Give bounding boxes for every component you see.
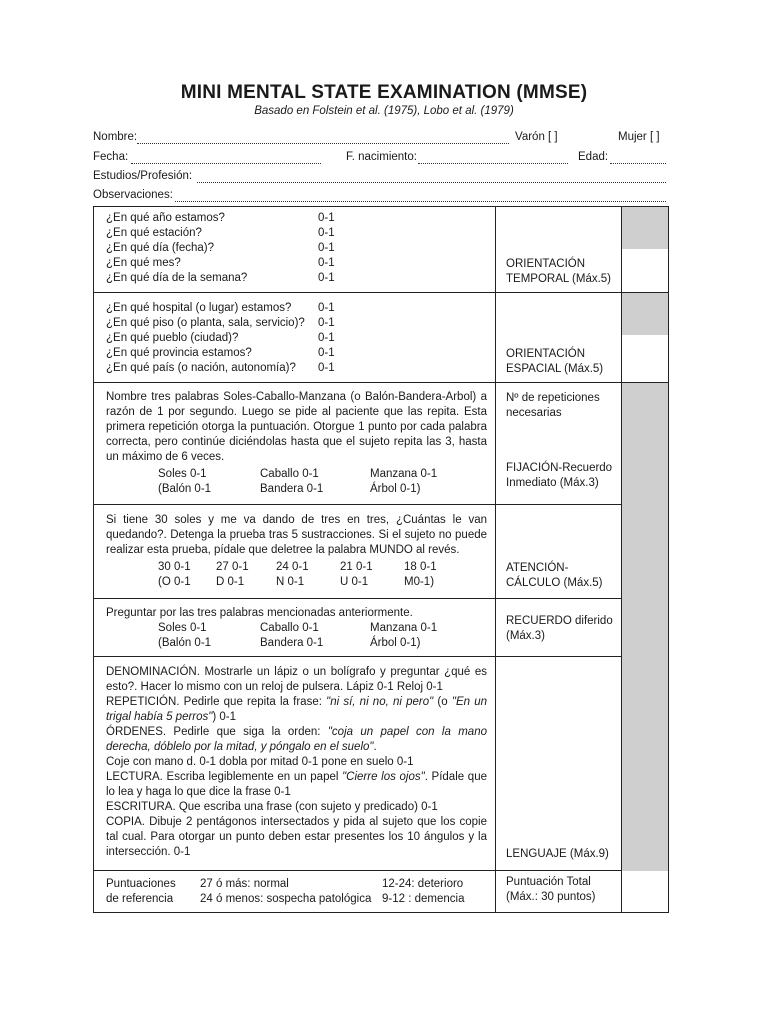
estudios-field[interactable]	[197, 182, 666, 183]
section-label: Inmediato (Máx.3)	[506, 477, 599, 489]
section-fijacion	[94, 383, 669, 505]
question: ¿En qué piso (o planta, sala, servicio)?	[106, 317, 305, 329]
subtraction-score: 27 0-1	[216, 561, 249, 573]
score-option: 0-1	[318, 362, 335, 374]
subtraction-score: 30 0-1	[158, 561, 191, 573]
word-score: Árbol 0-1)	[370, 483, 421, 495]
letter-score: D 0-1	[216, 576, 245, 588]
mujer-checkbox[interactable]: Mujer [ ]	[618, 131, 660, 143]
question: ¿En qué año estamos?	[106, 212, 225, 224]
word-score: Caballo 0-1	[260, 622, 319, 634]
nacimiento-label: F. nacimiento:	[346, 151, 417, 163]
reference-label: de referencia	[106, 893, 174, 905]
section-label: LENGUAJE (Máx.9)	[506, 848, 609, 860]
nombre-field[interactable]	[137, 143, 509, 144]
subtraction-score: 18 0-1	[404, 561, 437, 573]
total-label: (Máx.: 30 puntos)	[506, 891, 596, 903]
section-orientacion-temporal	[94, 207, 669, 293]
instructions-text: Preguntar por las tres palabras mencionadas anteriormente.	[106, 607, 413, 619]
nacimiento-field[interactable]	[418, 163, 568, 164]
page-subtitle: Basado en Folstein et al. (1975), Lobo et al. (1979)	[254, 105, 514, 117]
question: ¿En qué mes?	[106, 257, 181, 269]
score-box[interactable]	[622, 207, 669, 292]
lectura-text: LECTURA. Escriba legiblemente en un papel "Cierre los ojos". Pídale que lo lea y haga lo que dice la frase 0-1	[106, 771, 487, 798]
letter-score: N 0-1	[276, 576, 305, 588]
reference-label: Puntuaciones	[106, 878, 176, 890]
word-score: Caballo 0-1	[260, 468, 319, 480]
copia-text: COPIA. Dibuje 2 pentágonos intersectados y pida al sujeto que los copie tal cual. Para otorgar un punto deben estar presentes los 10 ángulos y la intersección. 0-1	[106, 816, 487, 858]
score-box[interactable]	[622, 383, 669, 504]
section-recuerdo-diferido	[94, 599, 669, 657]
edad-field[interactable]	[610, 163, 666, 164]
question: ¿En qué provincia estamos?	[106, 347, 252, 359]
score-option: 0-1	[318, 242, 335, 254]
section-label: RECUERDO diferido	[506, 615, 613, 627]
score-option: 0-1	[318, 257, 335, 269]
page-title: MINI MENTAL STATE EXAMINATION (MMSE)	[180, 82, 588, 103]
score-option: 0-1	[318, 302, 335, 314]
reference-normal: 27 ó más: normal	[200, 878, 289, 890]
section-atencion-calculo	[94, 505, 669, 599]
subtraction-score: 21 0-1	[340, 561, 373, 573]
word-score: Árbol 0-1)	[370, 637, 421, 649]
score-option: 0-1	[318, 317, 335, 329]
section-lenguaje	[94, 657, 669, 871]
escritura-text: ESCRITURA. Que escriba una frase (con sujeto y predicado) 0-1	[106, 801, 438, 813]
question: ¿En qué estación?	[106, 227, 202, 239]
lenguaje-instructions	[106, 665, 487, 860]
question: ¿En qué día de la semana?	[106, 272, 248, 284]
score-option: 0-1	[318, 347, 335, 359]
word-score: Manzana 0-1	[370, 622, 438, 634]
score-box[interactable]	[622, 657, 669, 870]
instructions-text: Si tiene 30 soles y me va dando de tres en tres, ¿Cuántas le van quedando?. Detenga la prueba tras 5 sustracciones. Si el sujeto no puede realizar esta prueba, pídale que deletree la palabra MUNDO al revés.	[106, 514, 487, 556]
subtraction-score: 24 0-1	[276, 561, 309, 573]
reference-deterioro: 12-24: deterioro	[382, 878, 464, 890]
repeticion-text: REPETICIÓN. Pedirle que repita la frase: "ni sí, ni no, ni pero" (o "En un trigal había 5 perros") 0-1	[106, 696, 487, 723]
reference-sospecha: 24 ó menos: sospecha patológica	[200, 893, 372, 905]
observaciones-field[interactable]	[175, 201, 666, 202]
section-label: ORIENTACIÓN	[506, 258, 586, 270]
score-option: 0-1	[318, 332, 335, 344]
section-orientacion-espacial	[94, 293, 669, 383]
question: ¿En qué día (fecha)?	[106, 242, 215, 254]
score-box[interactable]	[622, 599, 669, 656]
estudios-label: Estudios/Profesión:	[93, 170, 193, 182]
word-score: (Balón 0-1	[158, 637, 212, 649]
section-label: TEMPORAL (Máx.5)	[506, 273, 612, 285]
section-label: ORIENTACIÓN	[506, 348, 586, 360]
score-box[interactable]	[622, 293, 669, 382]
question: ¿En qué pueblo (ciudad)?	[106, 332, 239, 344]
reference-demencia: 9-12 : demencia	[382, 893, 465, 905]
letter-score: M0-1)	[404, 576, 435, 588]
question: ¿En qué hospital (o lugar) estamos?	[106, 302, 292, 314]
score-option: 0-1	[318, 272, 335, 284]
letter-score: (O 0-1	[158, 576, 191, 588]
ordenes-text: ÓRDENES. Pedirle que siga la orden: "coja un papel con la mano derecha, dóblelo por la mitad, y póngalo en el suelo".	[106, 726, 487, 753]
section-label: CÁLCULO (Máx.5)	[506, 577, 603, 589]
nombre-label: Nombre:	[93, 131, 138, 143]
section-label: ESPACIAL (Máx.5)	[506, 363, 604, 375]
word-score: Soles 0-1	[158, 622, 207, 634]
observaciones-label: Observaciones:	[93, 189, 173, 201]
letter-score: U 0-1	[340, 576, 369, 588]
word-score: Manzana 0-1	[370, 468, 438, 480]
fecha-label: Fecha:	[93, 151, 129, 163]
ordenes-score: Coje con mano d. 0-1 dobla por mitad 0-1 pone en suelo 0-1	[106, 756, 414, 768]
word-score: Bandera 0-1	[260, 483, 324, 495]
total-score-box[interactable]	[622, 871, 669, 912]
repetitions-label: necesarias	[506, 407, 562, 419]
section-label: ATENCIÓN-	[506, 562, 569, 574]
varon-checkbox[interactable]: Varón [ ]	[515, 131, 558, 143]
edad-label: Edad:	[578, 151, 609, 163]
section-label: (Máx.3)	[506, 630, 545, 642]
mmse-table	[93, 206, 669, 913]
total-label: Puntuación Total	[506, 876, 591, 888]
section-label: FIJACIÓN-Recuerdo	[506, 462, 613, 474]
score-box[interactable]	[622, 505, 669, 598]
question: ¿En qué país (o nación, autonomía)?	[106, 362, 296, 374]
denominacion-text: DENOMINACIÓN. Mostrarle un lápiz o un bolígrafo y preguntar ¿qué es esto?. Hacer lo mismo con un reloj de pulsera. Lápiz 0-1 Reloj 0-1	[106, 666, 487, 693]
score-option: 0-1	[318, 227, 335, 239]
word-score: (Balón 0-1	[158, 483, 212, 495]
section-puntuaciones	[94, 871, 669, 913]
word-score: Bandera 0-1	[260, 637, 324, 649]
word-score: Soles 0-1	[158, 468, 207, 480]
fecha-field[interactable]	[131, 163, 321, 164]
repetitions-label: Nº de repeticiones	[506, 392, 600, 404]
score-option: 0-1	[318, 212, 335, 224]
instructions-text: Nombre tres palabras Soles-Caballo-Manzana (o Balón-Bandera-Arbol) a razón de 1 por segundo. Luego se pide al paciente que las repita. Esta primera repetición otorga la puntuación. Otorgue 1 punto por cada palabra correcta, pero continúe diciéndolas hasta que el sujeto repita las 3, hasta un máximo de 6 veces.	[106, 391, 487, 463]
